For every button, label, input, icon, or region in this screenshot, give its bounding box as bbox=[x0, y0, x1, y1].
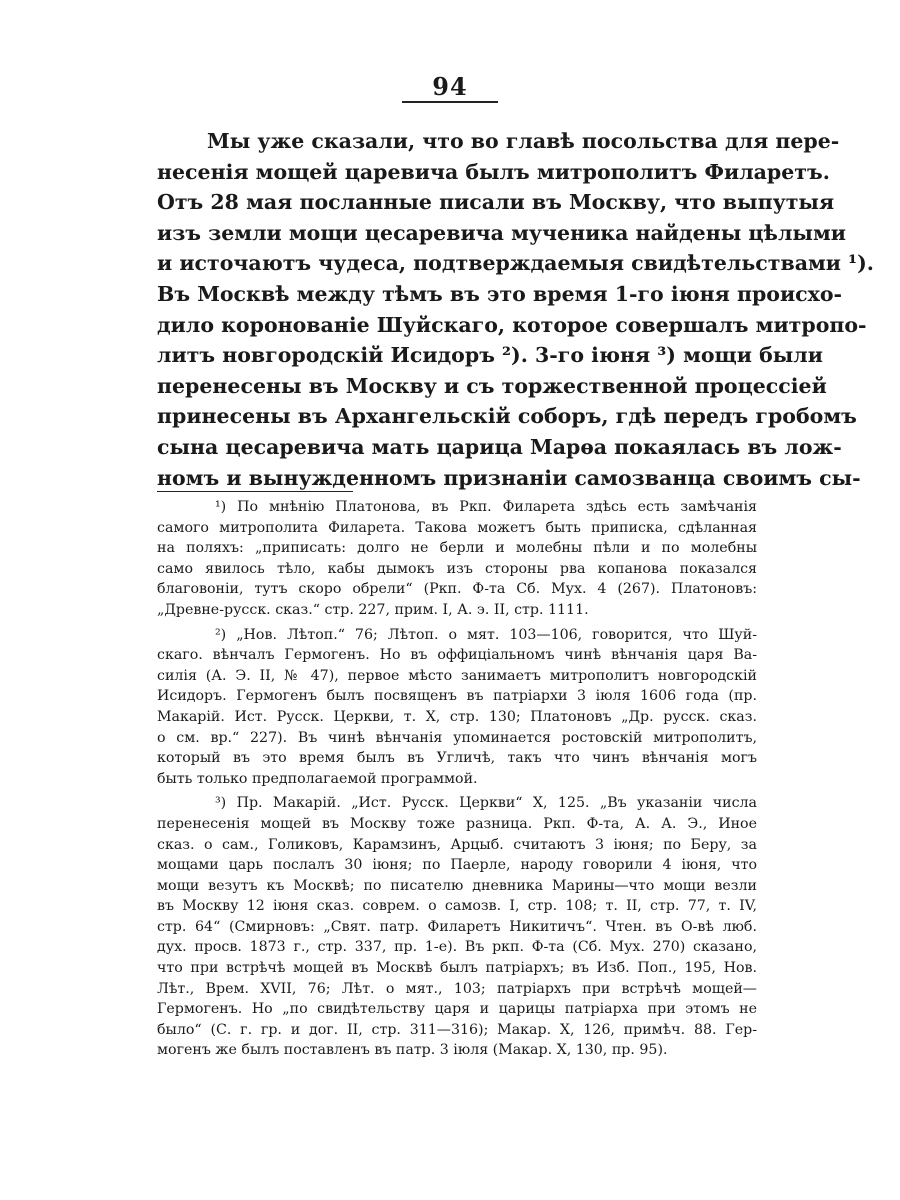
footnote-line: само явилось тѣло, кабы дымокъ изъ стороны рва копанова показался bbox=[157, 560, 757, 577]
footnote-line: быть только предполагаемой программой. bbox=[157, 770, 478, 787]
text-line: номъ и вынужденномъ признаніи самозванца своимъ сы- bbox=[157, 465, 861, 490]
text-line: сына цесаревича мать царица Марѳа покаялась въ лож- bbox=[157, 434, 842, 459]
text-line: несенія мощей царевича былъ митрополитъ Филаретъ. bbox=[157, 159, 830, 184]
footnote-line: мощи везутъ къ Москвѣ; по писателю дневника Марины—что мощи везли bbox=[157, 877, 757, 894]
text-line: принесены въ Архангельскій соборъ, гдѣ передъ гробомъ bbox=[157, 404, 857, 429]
footnote-line: силія (А. Э. II, № 47), первое мѣсто занимаетъ митрополитъ новгородскій bbox=[157, 667, 757, 684]
text-line: Мы уже сказали, что во главѣ посольства для пере- bbox=[207, 129, 840, 153]
footnote-line: Исидоръ. Гермогенъ былъ посвященъ въ патріархи 3 іюля 1606 года (пр. bbox=[157, 688, 757, 705]
footnote-line: который въ это время былъ въ Угличѣ, такъ что чинъ вѣнчанія могъ bbox=[157, 750, 757, 767]
footnote-line: на поляхъ: „приписать: долго не берли и молебны пѣли и по молебны bbox=[157, 540, 757, 557]
footnote-line: скаго. вѣнчалъ Гермогенъ. Но въ оффиціальномъ чинѣ вѣнчанія царя Ва- bbox=[157, 647, 757, 664]
text-line: изъ земли мощи цесаревича мученика найдены цѣлыми bbox=[157, 220, 846, 245]
footnote-line: Лѣт., Врем. XVII, 76; Лѣт. о мят., 103; патріархъ при встрѣчѣ мощей— bbox=[157, 980, 757, 997]
main-paragraph bbox=[157, 126, 874, 493]
footnote-line: ³) Пр. Макарій. „Ист. Русск. Церкви“ X, 125. „Въ указаніи числа bbox=[215, 795, 757, 812]
footnote-line: самого митрополита Филарета. Такова можетъ быть приписка, сдѣланная bbox=[157, 519, 757, 536]
footnote-line: Гермогенъ. Но „по свидѣтельству царя и царицы патріарха при этомъ не bbox=[157, 1001, 757, 1018]
footnote-line: что при встрѣчѣ мощей въ Москвѣ былъ патріархъ; въ Изб. Поп., 195, Нов. bbox=[157, 960, 757, 977]
text-line: и источаютъ чудеса, подтверждаемыя свидѣтельствами ¹). bbox=[157, 251, 874, 276]
text-line: Въ Москвѣ между тѣмъ въ это время 1-го іюня происхо- bbox=[157, 281, 843, 306]
footnote-line: ¹) По мнѣнію Платонова, въ Ркп. Филарета здѣсь есть замѣчанія bbox=[215, 499, 757, 515]
footnote-line: было“ (С. г. гр. и дог. II, стр. 311—316); Макар. X, 126, примѣч. 88. Гер- bbox=[157, 1021, 757, 1038]
footnote-line: стр. 64“ (Смирновъ: „Свят. патр. Филаретъ Никитичъ“. Чтен. въ О-вѣ люб. bbox=[157, 918, 757, 935]
footnote-line: дух. просв. 1873 г., стр. 337, пр. 1-е). Въ ркп. Ф-та (Сб. Мух. 270) сказано, bbox=[157, 939, 757, 956]
footnote-line: могенъ же былъ поставленъ въ патр. 3 іюля (Макар. X, 130, пр. 95). bbox=[157, 1042, 668, 1059]
footnote-1 bbox=[157, 497, 757, 621]
footnote-line: перенесенія мощей въ Москву тоже разница. Ркп. Ф-та, А. А. Э., Иное bbox=[157, 815, 757, 832]
footnote-line: ²) „Нов. Лѣтоп.“ 76; Лѣтоп. о мят. 103—106, говорится, что Шуй- bbox=[215, 626, 757, 643]
page-number: 94 bbox=[432, 72, 468, 101]
text-line: дило коронованіе Шуйскаго, которое совершалъ митропо- bbox=[157, 312, 867, 337]
footnotes-rule bbox=[157, 491, 353, 492]
footnote-line: въ Москву 12 іюня сказ. соврем. о самозв. I, стр. 108; т. II, стр. 77, т. IV, bbox=[157, 898, 757, 915]
footnotes bbox=[157, 497, 757, 1065]
footnote-3 bbox=[157, 793, 757, 1061]
footnote-line: „Древне-русск. сказ.“ стр. 227, прим. I, А. э. II, стр. 1111. bbox=[157, 601, 589, 618]
footnote-line: благовоніи, тутъ скоро обрели“ (Ркп. Ф-та Сб. Мух. 4 (267). Платоновъ: bbox=[157, 581, 757, 598]
footnote-2 bbox=[157, 625, 757, 790]
footnote-line: сказ. о сам., Голиковъ, Карамзинъ, Арцыб. считаютъ 3 іюня; по Беру, за bbox=[157, 836, 757, 853]
text-line: литъ новгородскій Исидоръ ²). 3-го іюня ³) мощи были bbox=[157, 343, 823, 368]
header-rule bbox=[402, 101, 498, 103]
footnote-line: Макарій. Ист. Русск. Церкви, т. X, стр. 130; Платоновъ „Др. русск. сказ. bbox=[157, 708, 757, 725]
text-line: Отъ 28 мая посланные писали въ Москву, что выпутыя bbox=[157, 190, 835, 215]
footnote-line: мощами царь послалъ 30 іюня; по Паерле, народу говорили 4 іюня, что bbox=[157, 857, 757, 874]
text-line: перенесены въ Москву и съ торжественной процессіей bbox=[157, 373, 827, 398]
footnote-line: о см. вр.“ 227). Въ чинѣ вѣнчанія упоминается ростовскій митрополитъ, bbox=[157, 729, 757, 746]
